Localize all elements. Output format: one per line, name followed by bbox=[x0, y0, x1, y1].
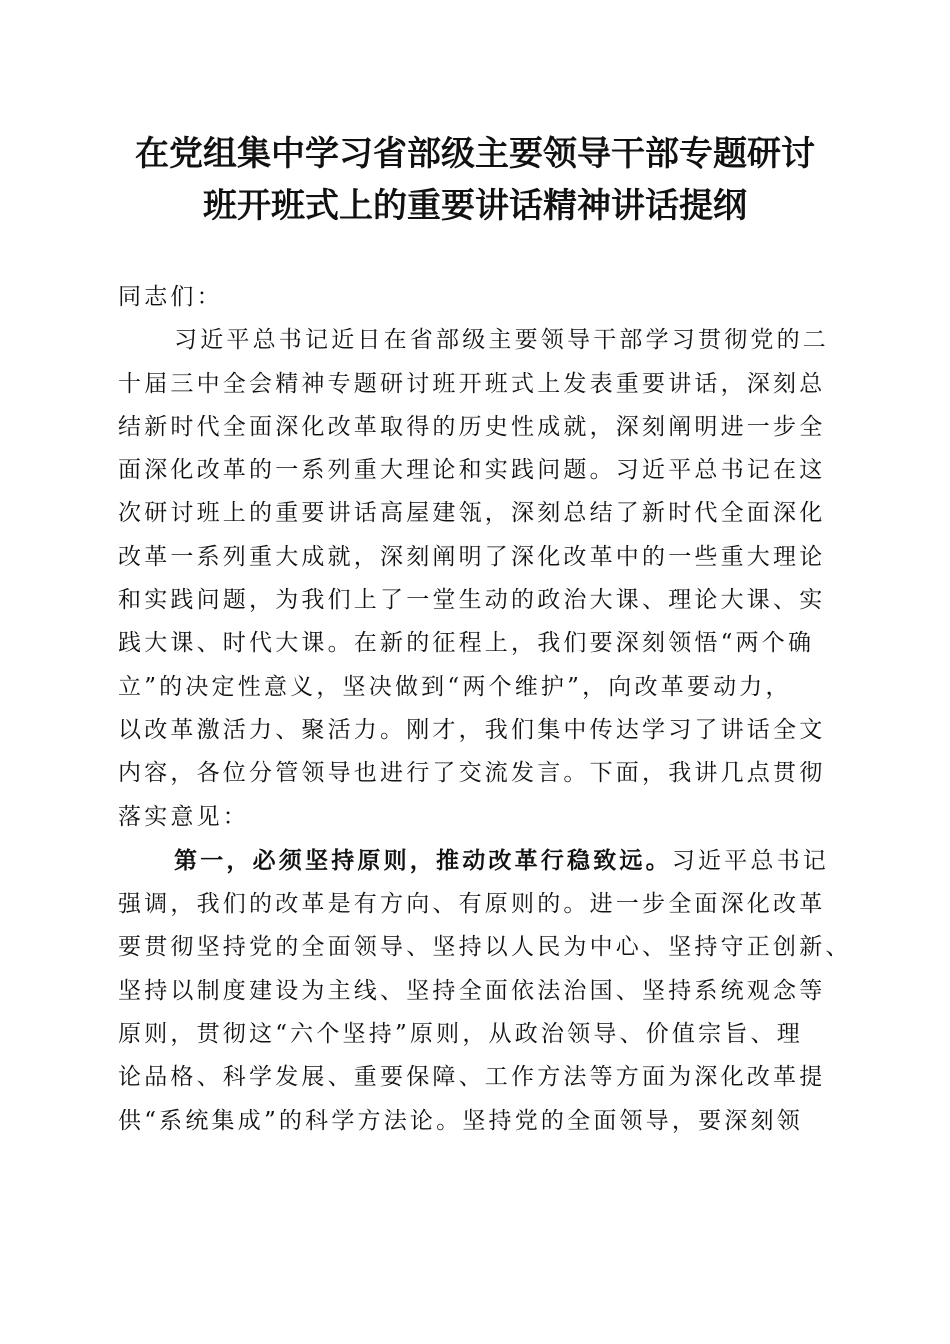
paragraph-line: 供“系统集成”的科学方法论。坚持党的全面领导，要深刻领 bbox=[118, 1107, 803, 1134]
paragraph-line: 改革一系列重大成就，深刻阐明了深化改革中的一些重大理论 bbox=[118, 543, 826, 570]
document-body bbox=[118, 276, 852, 1143]
paragraph-line: 要贯彻坚持党的全面领导、坚持以人民为中心、坚持守正创新、 bbox=[118, 934, 852, 961]
salutation: 同志们： bbox=[118, 284, 223, 310]
paragraph-line: 内容，各位分管领导也进行了交流发言。下面，我讲几点贯彻 bbox=[118, 760, 826, 787]
paragraph-line: 次研讨班上的重要讲话高屋建瓴，深刻总结了新时代全面深化 bbox=[118, 500, 826, 527]
title-line-1: 在党组集中学习省部级主要领导干部专题研讨 bbox=[135, 134, 815, 174]
paragraph-line bbox=[118, 839, 828, 883]
paragraph-line: 落实意见： bbox=[118, 803, 249, 830]
paragraph-line: 论品格、科学发展、重要保障、工作方法等方面为深化改革提 bbox=[118, 1064, 826, 1091]
document-title bbox=[100, 128, 850, 232]
paragraph-line: 面深化改革的一系列重大理论和实践问题。习近平总书记在这 bbox=[118, 457, 826, 484]
paragraph-intro bbox=[118, 319, 828, 839]
paragraph-line: 强调，我们的改革是有方向、有原则的。进一步全面深化改革 bbox=[118, 891, 826, 918]
paragraph-line: 以改革激活力、聚活力。刚才，我们集中传达学习了讲话全文 bbox=[118, 716, 826, 743]
paragraph-line: 坚持以制度建设为主线、坚持全面依法治国、坚持系统观念等 bbox=[118, 977, 826, 1004]
paragraph-line: 和实践问题，为我们上了一堂生动的政治大课、理论大课、实 bbox=[118, 587, 826, 614]
point-heading-rest: 习近平总书记 bbox=[671, 847, 830, 874]
title-line-2: 班开班式上的重要讲话精神讲话提纲 bbox=[203, 186, 747, 226]
paragraph-line: 习近平总书记近日在省部级主要领导干部学习贯彻党的二 bbox=[174, 327, 829, 354]
paragraph-line: 原则，贯彻这“六个坚持”原则，从政治领导、价值宗旨、理 bbox=[118, 1021, 803, 1048]
point-heading: 第一，必须坚持原则，推动改革行稳致远。 bbox=[174, 846, 672, 874]
paragraph-line: 立”的决定性意义，坚决做到“两个维护”，向改革要动力， bbox=[118, 673, 792, 700]
paragraph-line: 践大课、时代大课。在新的征程上，我们要深刻领悟“两个确 bbox=[118, 630, 815, 657]
paragraph-first-point bbox=[118, 839, 852, 1143]
paragraph-line: 结新时代全面深化改革取得的历史性成就，深刻阐明进一步全 bbox=[118, 413, 826, 440]
paragraph-line: 十届三中全会精神专题研讨班开班式上发表重要讲话，深刻总 bbox=[118, 370, 826, 397]
